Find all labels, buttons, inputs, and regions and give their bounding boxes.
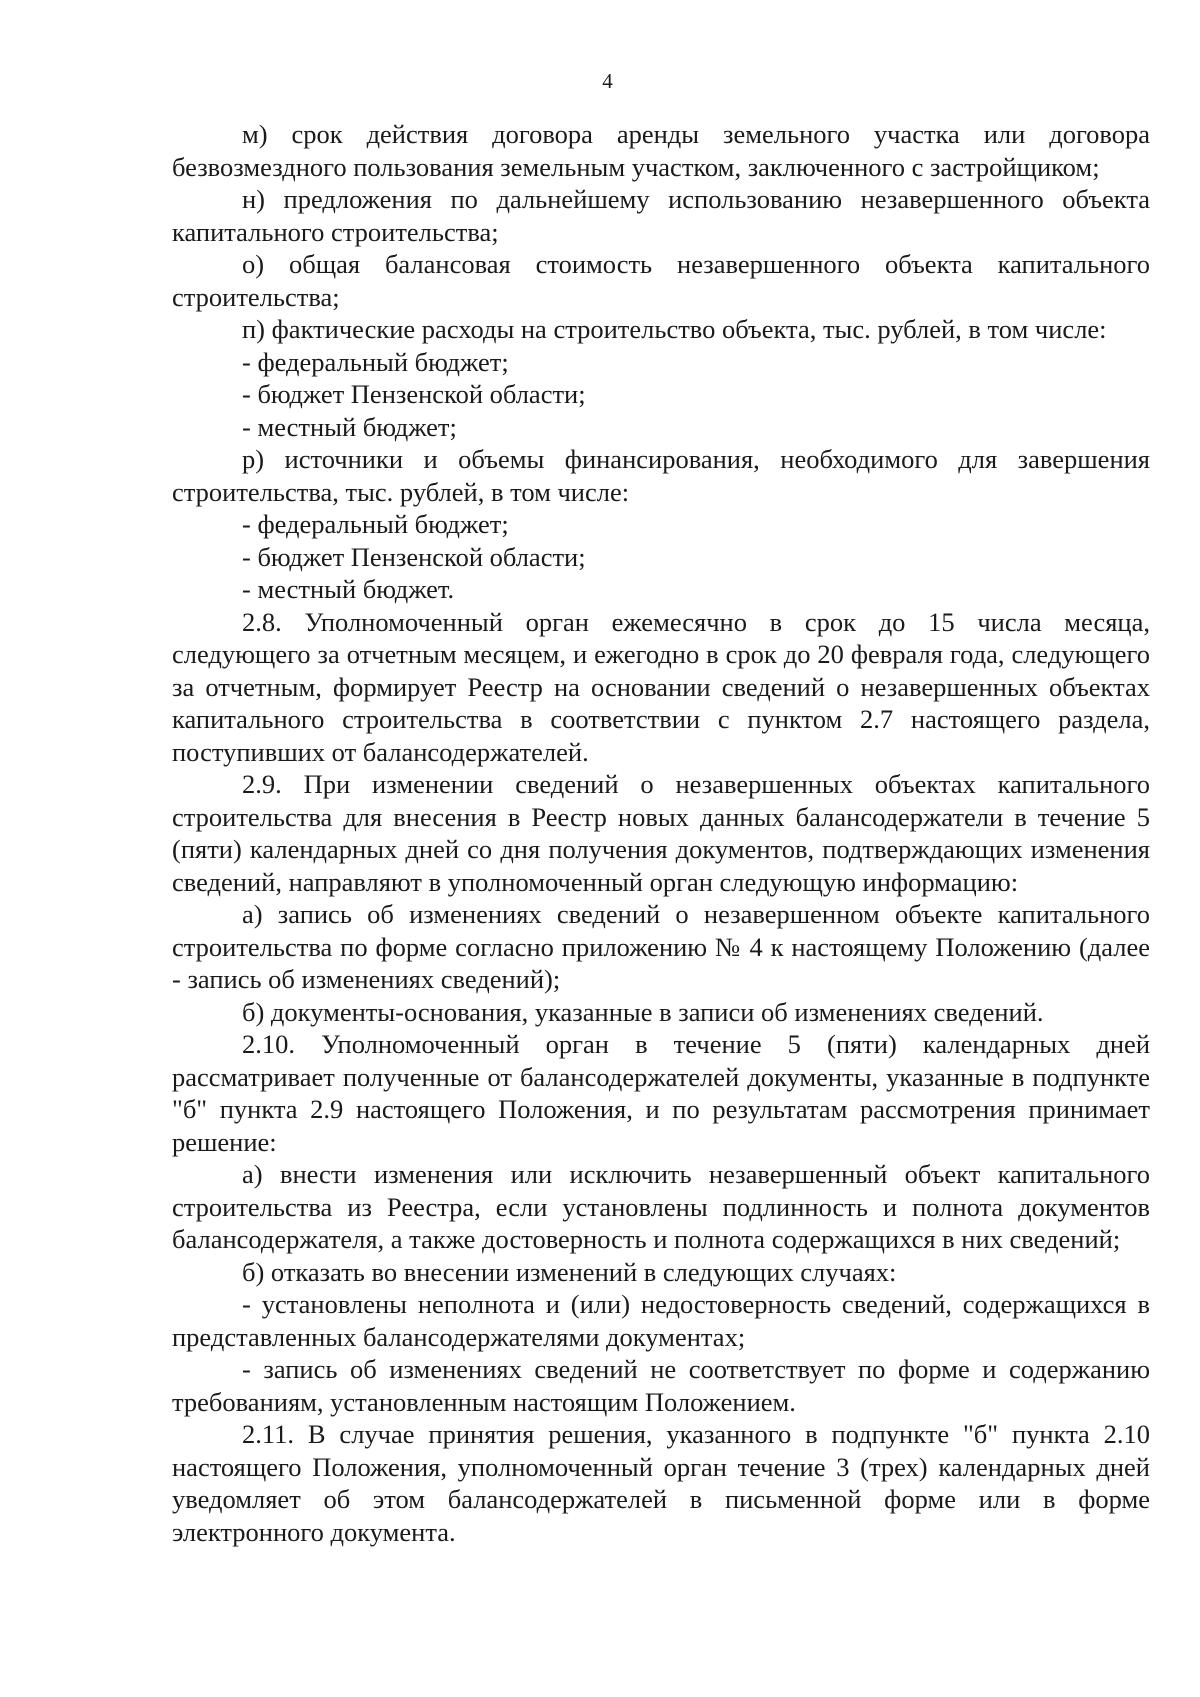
clause-2-9-a: а) запись об изменениях сведений о незавершенном объекте капитального строительства по форме согласно приложению № 4 к настоящему Положению (далее - запись об изменениях сведений); xyxy=(172,899,1150,994)
list-item-incomplete-info: - установлены неполнота и (или) недостоверность сведений, содержащихся в представленных балансодержателями документах; xyxy=(172,1289,1150,1352)
list-item-local-budget: - местный бюджет. xyxy=(242,574,455,604)
list-item-form-mismatch: - запись об изменениях сведений не соответствует по форме и содержанию требованиям, установленным настоящим Положением. xyxy=(172,1354,1150,1417)
clause-2-10-a: а) внести изменения или исключить незавершенный объект капитального строительства из Реестра, если установлены подлинность и полнота документов балансодержателя, а также достоверность и полнота содержащихся в них сведений; xyxy=(172,1159,1150,1254)
paragraph-o-book-value: о) общая балансовая стоимость незавершенного объекта капитального строительства; xyxy=(172,249,1150,312)
clause-2-10-b: б) отказать во внесении изменений в следующих случаях: xyxy=(242,1256,897,1287)
list-item-local-budget: - местный бюджет; xyxy=(242,411,457,442)
clause-2-8: 2.8. Уполномоченный орган ежемесячно в срок до 15 числа месяца, следующего за отчетным месяцем, и ежегодно в срок до 20 февраля года, следующего за отчетным, формирует Реестр на основании сведений о незавершенных объектах капитального строительства в соответствии с пунктом 2.7 настоящего раздела, поступивших от балансодержателей. xyxy=(172,606,1150,767)
list-item-regional-budget: - бюджет Пензенской области; xyxy=(242,379,586,409)
list-item-federal-budget: - федеральный бюджет; xyxy=(242,509,509,539)
page-number: 4 xyxy=(602,69,613,93)
document-body xyxy=(172,118,1150,1548)
paragraph-n-proposals: н) предложения по дальнейшему использованию незавершенного объекта капитального строительства; xyxy=(172,184,1150,247)
paragraph-m-lease-term: м) срок действия договора аренды земельного участка или договора безвозмездного пользования земельным участком, заключенного с застройщиком; xyxy=(172,119,1150,182)
clause-2-11: 2.11. В случае принятия решения, указанного в подпункте "б" пункта 2.10 настоящего Положения, уполномоченный орган течение 3 (трех) календарных дней уведомляет об этом балансодержателей в письменной форме или в форме электронного документа. xyxy=(172,1419,1150,1547)
clause-2-9: 2.9. При изменении сведений о незавершенных объектах капитального строительства для внесения в Реестр новых данных балансодержатели в течение 5 (пяти) календарных дней со дня получения документов, подтверждающих изменения сведений, направляют в уполномоченный орган следующую информацию: xyxy=(172,769,1150,897)
list-item-federal-budget: - федеральный бюджет; xyxy=(242,346,509,377)
clause-2-9-b: б) документы-основания, указанные в записи об изменениях сведений. xyxy=(242,996,1044,1027)
list-item-regional-budget: - бюджет Пензенской области; xyxy=(242,541,586,572)
paragraph-r-funding-sources: р) источники и объемы финансирования, необходимого для завершения строительства, тыс. рублей, в том числе: xyxy=(172,444,1150,507)
clause-2-10: 2.10. Уполномоченный орган в течение 5 (пяти) календарных дней рассматривает полученные от балансодержателей документы, указанные в подпункте "б" пункта 2.9 настоящего Положения, и по результатам рассмотрения принимает решение: xyxy=(172,1029,1150,1157)
paragraph-p-actual-expenses: п) фактические расходы на строительство объекта, тыс. рублей, в том числе: xyxy=(242,314,1107,344)
